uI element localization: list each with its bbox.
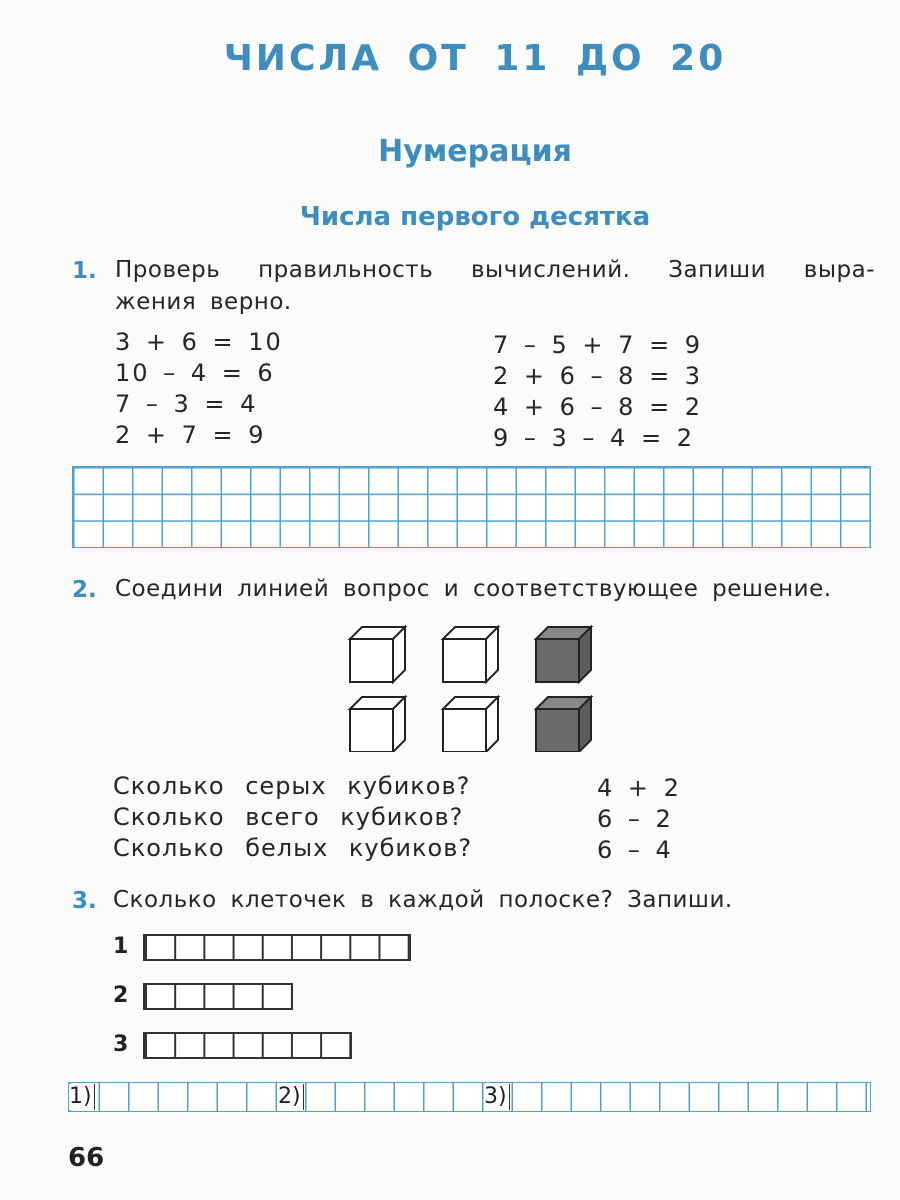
section-title: ЧИСЛА ОТ 11 ДО 20: [223, 38, 727, 79]
cell-strip: [143, 934, 411, 961]
strip-label: 1: [113, 934, 129, 959]
cubes-illustration: [345, 622, 605, 752]
white-cube: [443, 627, 498, 682]
expressions-right: [493, 330, 702, 454]
task-number: 3.: [72, 888, 97, 914]
solution-item[interactable]: 6 – 2: [597, 805, 673, 833]
task-text-line: жения верно.: [115, 289, 292, 315]
answer-grid[interactable]: [72, 466, 871, 548]
page-number: 66: [68, 1143, 105, 1173]
expressions-left: [115, 327, 283, 451]
questions-list: [113, 771, 472, 864]
answer-row[interactable]: [68, 1082, 871, 1112]
task-number: 2.: [72, 577, 97, 603]
expression: 7 – 5 + 7 = 9: [493, 331, 703, 359]
answer-label: 2): [278, 1084, 304, 1110]
expression: 2 + 7 = 9: [115, 421, 266, 449]
topic-title: Числа первого десятка: [299, 202, 651, 232]
white-cube: [443, 697, 498, 752]
expression: 9 – 3 – 4 = 2: [493, 424, 694, 452]
gray-cube: [536, 697, 591, 752]
task-text-line: Проверь правильность вычислений. Запиши выра-: [115, 257, 875, 283]
expression: 7 – 3 = 4: [115, 390, 258, 418]
task-text: Сколько клеточек в каждой полоске? Запиши.: [113, 887, 733, 913]
strip-label: 2: [113, 983, 129, 1008]
expression: 10 – 4 = 6: [115, 359, 275, 387]
strip-label: 3: [113, 1032, 129, 1057]
expression: 3 + 6 = 10: [115, 328, 283, 356]
solution-item[interactable]: 6 – 4: [597, 836, 673, 864]
question-item[interactable]: Сколько белых кубиков?: [113, 834, 473, 862]
question-item[interactable]: Сколько всего кубиков?: [113, 803, 464, 831]
gray-cube: [536, 627, 591, 682]
task-number: 1.: [72, 258, 97, 284]
solutions-list: [597, 773, 681, 866]
cell-strip: [143, 983, 293, 1010]
white-cube: [350, 627, 405, 682]
subsection-title: Нумерация: [378, 134, 572, 169]
white-cube: [350, 697, 405, 752]
answer-label: 3): [484, 1084, 510, 1110]
expression: 4 + 6 – 8 = 2: [493, 393, 703, 421]
task-text: Соедини линией вопрос и соответствующее решение.: [115, 576, 832, 602]
cell-strip: [143, 1032, 352, 1059]
expression: 2 + 6 – 8 = 3: [493, 362, 703, 390]
answer-label: 1): [69, 1084, 95, 1110]
question-item[interactable]: Сколько серых кубиков?: [113, 772, 471, 800]
solution-item[interactable]: 4 + 2: [597, 774, 681, 802]
